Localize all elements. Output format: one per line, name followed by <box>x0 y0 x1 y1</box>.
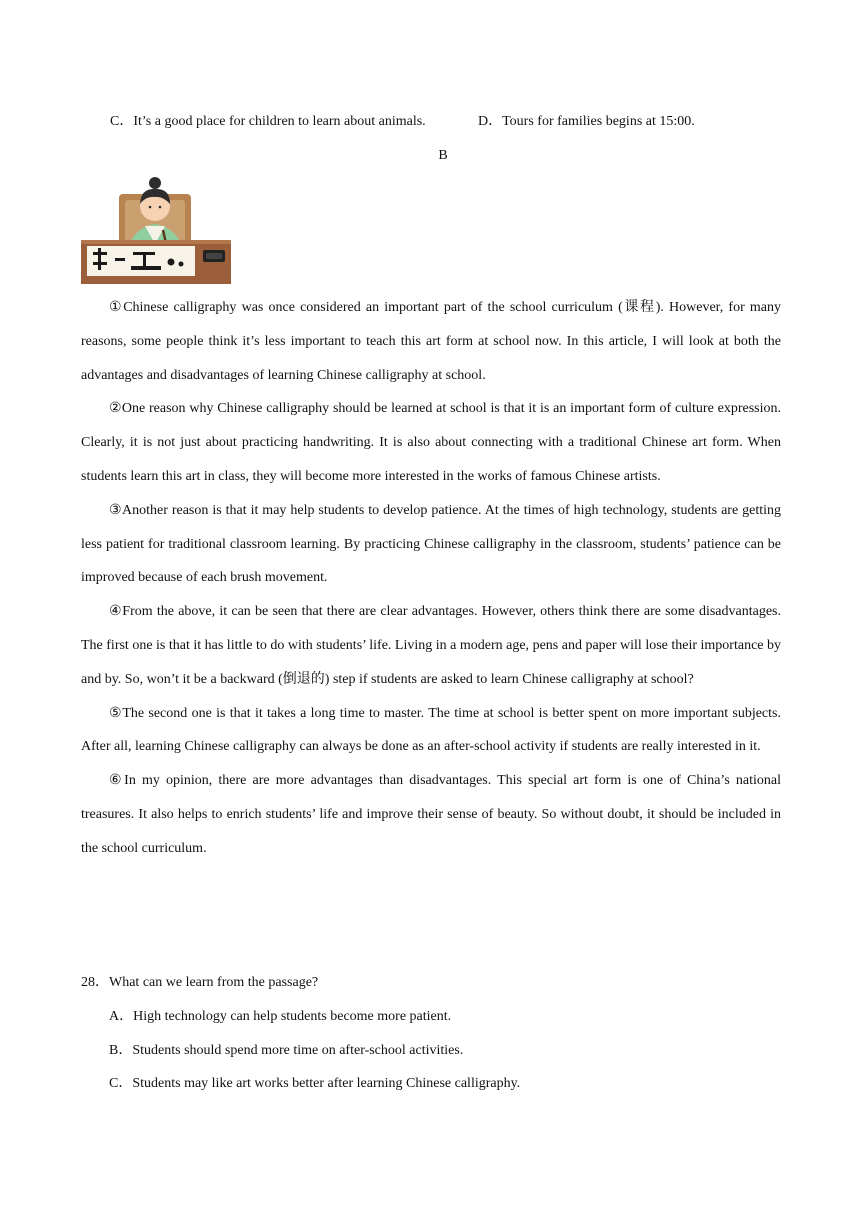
section-letter: B <box>438 148 448 163</box>
question-28 <box>81 966 781 1101</box>
paragraph-1: ①Chinese calligraphy was once considered an important part of the school curriculum (课程). However, for many reasons, some people think it’s less important to teach this art form at school now. In this article, I will look at both the advantages and disadvantages of learning Chinese calligraphy at school. <box>81 300 781 383</box>
option-c: C．It’s a good place for children to learn about animals. <box>110 114 426 129</box>
paragraph-4: ④From the above, it can be seen that there are clear advantages. However, others think there are some disadvantages. The first one is that it has little to do with students’ life. Living in a modern age, pens and paper will lose their importance by and by. So, won’t it be a backward (倒退的) step if students are asked to learn Chinese calligraphy at school? <box>81 604 781 687</box>
paragraph-5: ⑤The second one is that it takes a long time to master. The time at school is better spent on more important subjects. After all, learning Chinese calligraphy can always be done as an after-school activity if students are really interested in it. <box>81 705 781 755</box>
paragraph-6: ⑥In my opinion, there are more advantages than disadvantages. This special art form is one of China’s national treasures. It also helps to enrich students’ life and improve their sense of beauty. So without doubt, it should be included in the school curriculum. <box>81 773 781 856</box>
option-d: D．Tours for families begins at 15:00. <box>478 114 695 129</box>
question-stem: 28．What can we learn from the passage? <box>81 975 319 990</box>
paragraph-2: ②One reason why Chinese calligraphy should be learned at school is that it is an important form of culture expression. Clearly, it is not just about practicing handwriting. It is also about connecting with a traditional Chinese art form. When students learn this art in class, they will become more interested in the works of famous Chinese artists. <box>81 401 781 484</box>
option-b: B．Students should spend more time on after-school activities. <box>109 1042 464 1058</box>
previous-question-options <box>110 112 695 132</box>
calligraphy-child-illustration <box>81 174 231 284</box>
reading-passage <box>81 291 781 866</box>
paragraph-3: ③Another reason is that it may help students to develop patience. At the times of high technology, students are getting less patient for traditional classroom learning. By practicing Chinese calligraphy in the classroom, students’ patience can be improved because of each brush movement. <box>81 502 781 586</box>
option-a: A．High technology can help students become more patient. <box>109 1008 452 1024</box>
option-c: C．Students may like art works better after learning Chinese calligraphy. <box>109 1076 521 1092</box>
paper <box>87 246 195 276</box>
